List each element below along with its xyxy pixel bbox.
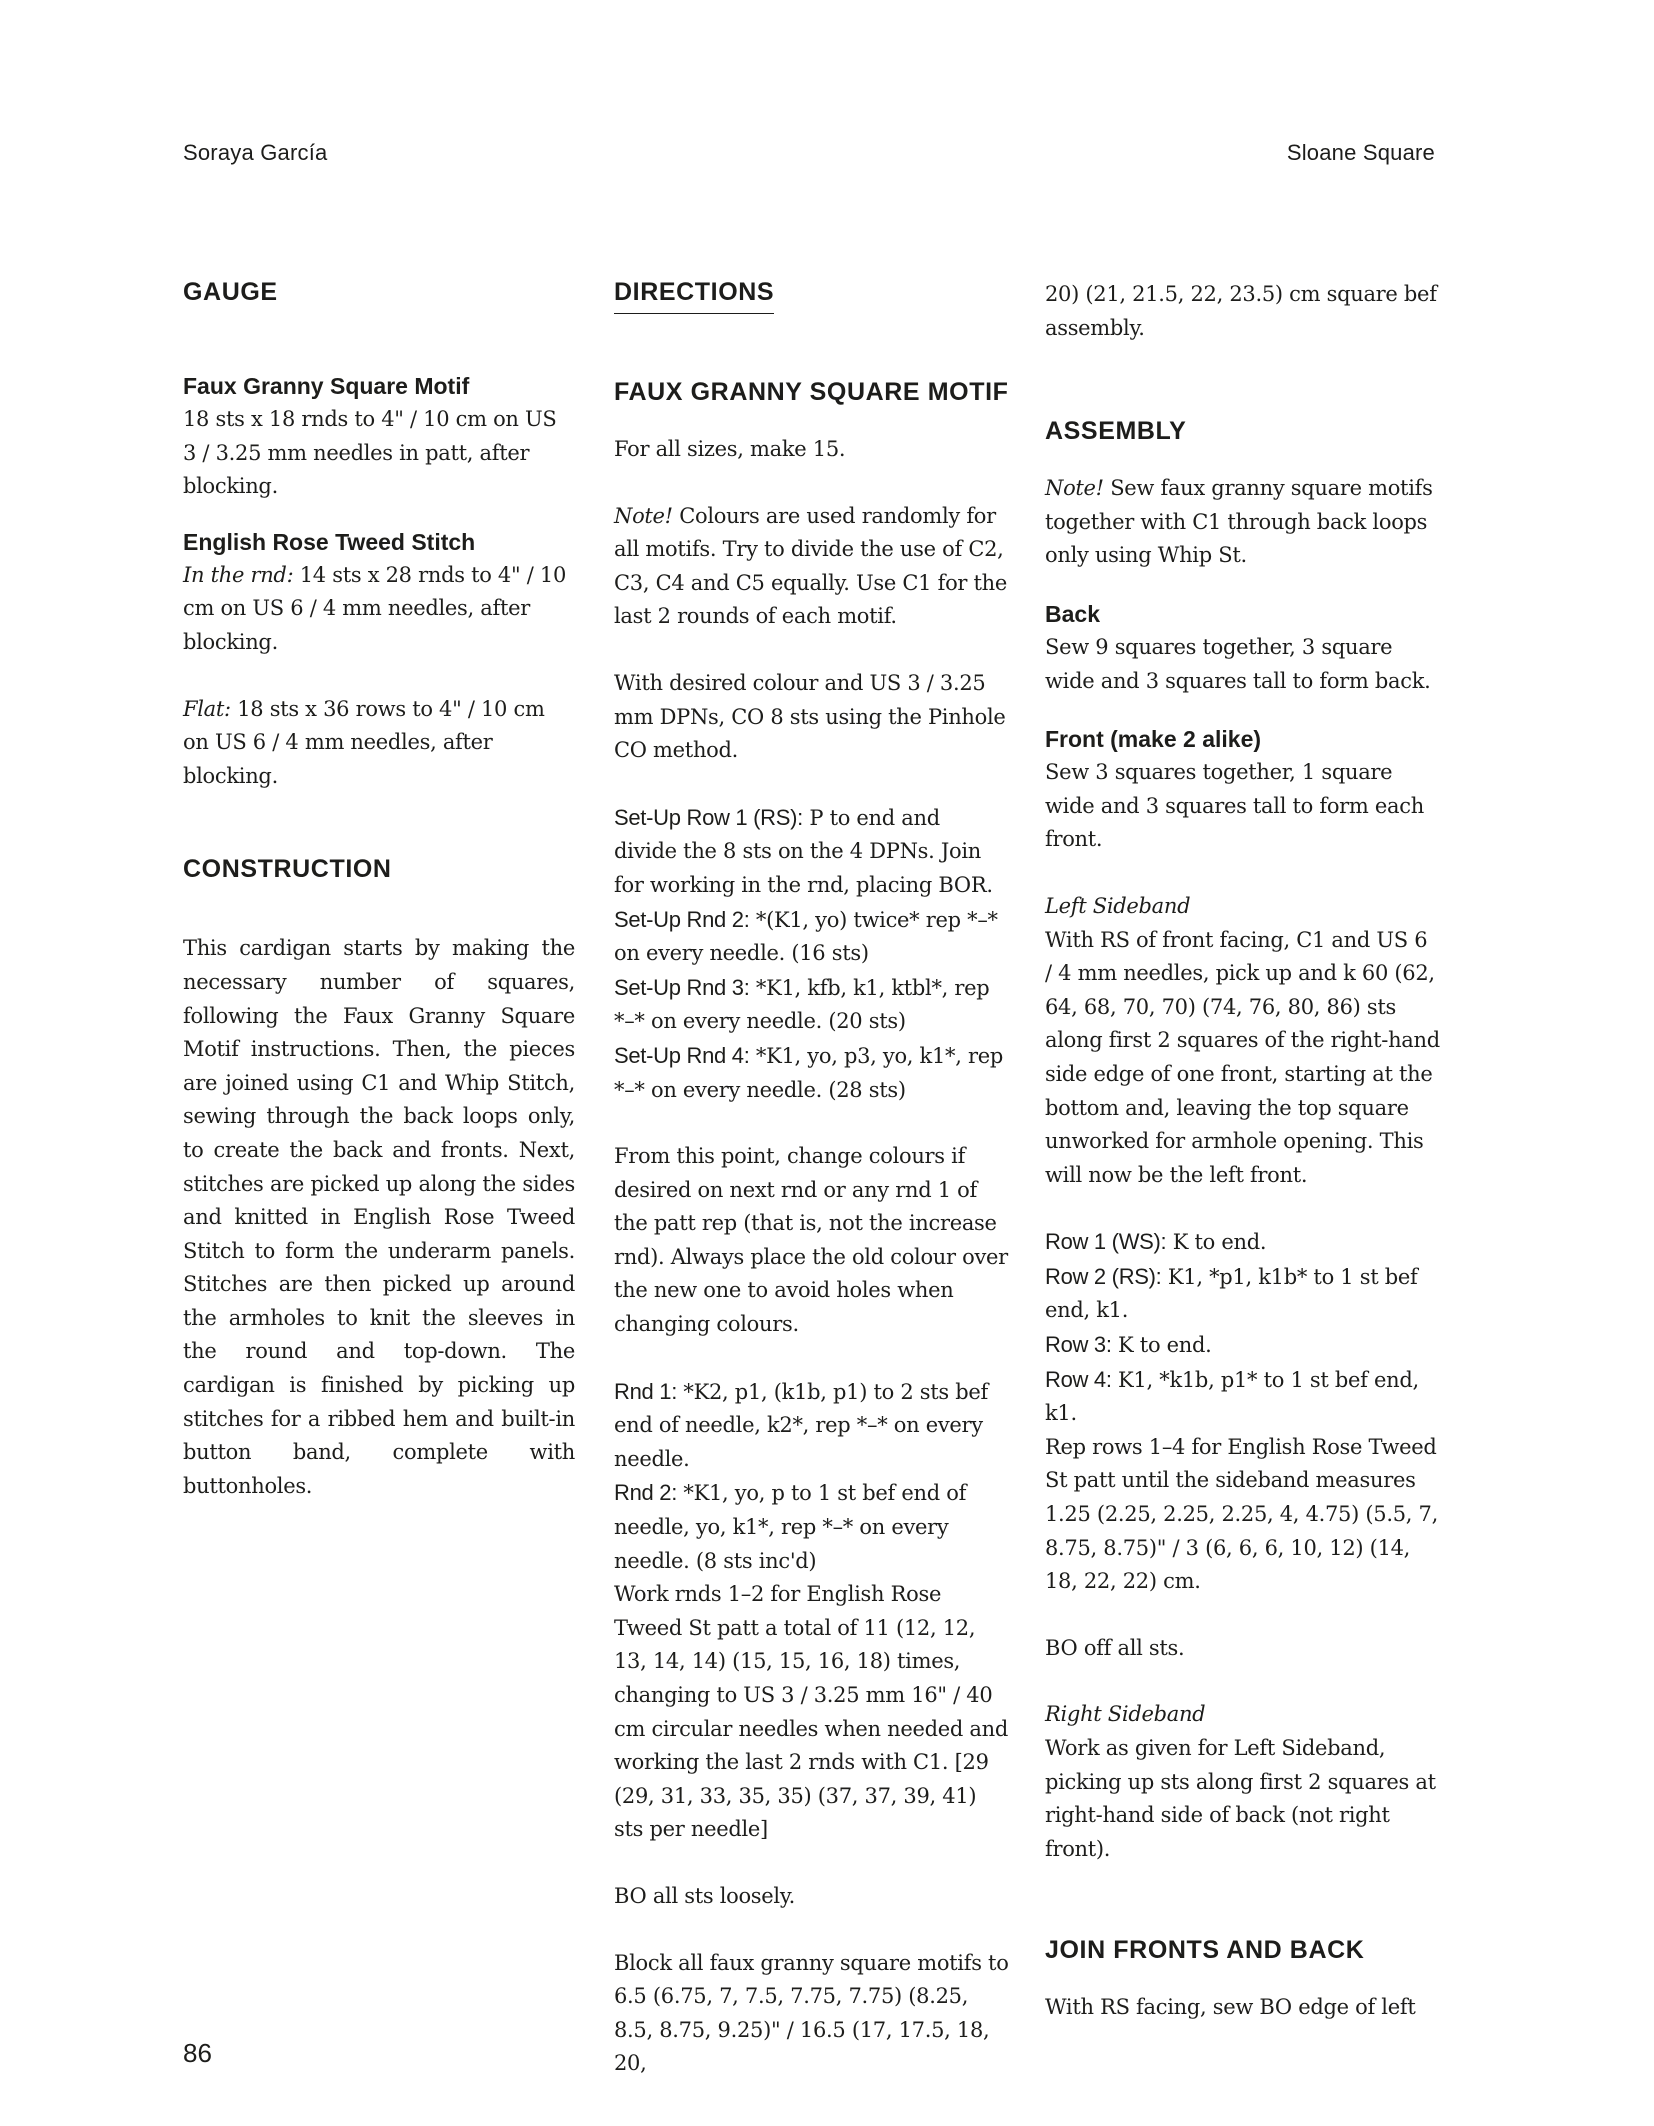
sideband-bind-off-text: BO off all sts. [1045, 1635, 1185, 1660]
assembly-note [1045, 472, 1440, 573]
setup-rnd-2 [614, 903, 1009, 971]
setup-row-1 [614, 801, 1009, 903]
colour-change-text: From this point, change colours if desired on next rnd or any rnd 1 of the patt rep (that is, not the increase rnd). Always place the old colour over the new one to avoid holes when changing colours. [614, 1144, 1008, 1337]
rose-gauge-heading: English Rose Tweed Stitch [183, 528, 476, 555]
row-1-text: K to end. [1166, 1230, 1267, 1255]
block-text: Block all faux granny square motifs to 6.5 (6.75, 7, 7.5, 7.75, 7.75) (8.25, 8.5, 8.75, 9.25)" / 16.5 (17, 17.5, 18, 20, [614, 1950, 1009, 2076]
front-heading: Front (make 2 alike) [1045, 726, 1262, 753]
construction-heading: CONSTRUCTION [183, 855, 392, 884]
rnd-1-label: Rnd 1: [614, 1378, 678, 1404]
motif-gauge-heading: Faux Granny Square Motif [183, 373, 470, 399]
assembly-note-label: Note! [1045, 476, 1104, 501]
right-sideband-heading: Right Sideband [1045, 1702, 1206, 1727]
setup-rnd-3-text: *K1, kfb, k1, ktbl*, rep *–* on every needle. (20 sts) [614, 975, 990, 1034]
make-text: For all sizes, make 15. [614, 437, 846, 461]
directions-heading: DIRECTIONS [614, 278, 774, 314]
colour-note [614, 500, 1009, 634]
column-assembly [1045, 278, 1440, 2025]
assembly-note-text: Sew faux granny square motifs together with C1 through back loops only using Whip St. [1045, 476, 1433, 568]
back-text: Sew 9 squares together, 3 square wide and 3 squares tall to form back. [1045, 634, 1431, 693]
setup-row-1-text: P to end and divide the 8 sts on the 4 DPNs. Join for working in the rnd, placing BOR. [614, 805, 993, 897]
setup-rnd-2-label: Set-Up Rnd 2: [614, 906, 750, 932]
left-sideband-text: With RS of front facing, C1 and US 6 / 4 mm needles, pick up and k 60 (62, 64, 68, 70, 70) (74, 76, 80, 86) sts along first 2 squares of the right-hand side edge of one front, starting at the bottom and, leaving the top square unworked for armhole opening. This will now be the left front. [1045, 927, 1440, 1187]
rose-rnd-text: 14 sts x 28 rnds to 4" / 10 cm on US 6 / 4 mm needles, after blocking. [183, 562, 566, 654]
setup-rnd-2-text: *(K1, yo) twice* rep *–* on every needle. (16 sts) [614, 907, 998, 966]
rose-gauge-rnd [183, 559, 575, 660]
setup-rnd-3 [614, 971, 1009, 1039]
cast-on-text: With desired colour and US 3 / 3.25 mm DPNs, CO 8 sts using the Pinhole CO method. [614, 670, 1006, 763]
repeat-text: Rep rows 1–4 for English Rose Tweed St patt until the sideband measures 1.25 (2.25, 2.25, 2.25, 4, 4.75) (5.5, 7, 8.75, 8.75)" / 3 (6, 6, 6, 10, 12) (14, 18, 22, 22) cm. [1045, 1434, 1438, 1594]
construction-text: This cardigan starts by making the necessary number of squares, following the Faux Granny Square Motif instructions. Then, the pieces are joined using C1 and Whip Stitch, sewing through the back loops only, to create the back and fronts. Next, stitches are picked up along the sides and knitted in English Rose Tweed Stitch to form the underarm panels. Stitches are then picked up around the armholes to knit the sleeves in the round and top-down. The cardigan is finished by picking up stitches for a ribbed hem and built-in button band, complete with buttonholes. [183, 936, 575, 1498]
author-name: Soraya García [183, 140, 328, 165]
note-text: Colours are used randomly for all motifs. Try to divide the use of C2, C3, C4 and C5 equally. Use C1 for the last 2 rounds of each motif. [614, 503, 1008, 629]
setup-rnd-4 [614, 1039, 1009, 1107]
left-sideband-heading: Left Sideband [1045, 893, 1191, 918]
row-4-text: K1, *k1b, p1* to 1 st bef end, k1. [1045, 1367, 1419, 1426]
right-sideband-text: Work as given for Left Sideband, picking up sts along first 2 squares at right-hand side of back (not right front). [1045, 1736, 1436, 1861]
rnd-1-text: *K2, p1, (k1b, p1) to 2 sts bef end of needle, k2*, rep *–* on every needle. [614, 1379, 989, 1471]
row-2-label: Row 2 (RS): [1045, 1263, 1162, 1289]
bind-off-text: BO all sts loosely. [614, 1883, 795, 1908]
column-gauge-construction [183, 278, 575, 1503]
row-1-label: Row 1 (WS): [1045, 1229, 1167, 1255]
rose-gauge-flat [183, 693, 575, 794]
join-text: With RS facing, sew BO edge of left [1045, 1995, 1416, 2020]
setup-rnd-3-label: Set-Up Rnd 3: [614, 974, 750, 1000]
row-2 [1045, 1260, 1440, 1328]
pattern-name: Sloane Square [1286, 140, 1435, 165]
setup-rnd-4-text: *K1, yo, p3, yo, k1*, rep *–* on every needle. (28 sts) [614, 1043, 1004, 1102]
rose-rnd-label: In the rnd: [183, 562, 294, 587]
rnd-1 [614, 1375, 1009, 1477]
setup-rnd-4-label: Set-Up Rnd 4: [614, 1042, 750, 1068]
front-text: Sew 3 squares together, 1 square wide and 3 squares tall to form each front. [1045, 760, 1424, 852]
back-heading: Back [1045, 600, 1100, 627]
assembly-heading: ASSEMBLY [1045, 417, 1187, 446]
rnd-2-text: *K1, yo, p to 1 st bef end of needle, yo, k1*, rep *–* on every needle. (8 sts inc'd) [614, 1481, 967, 1573]
row-4-label: Row 4: [1045, 1366, 1112, 1392]
setup-row-1-label: Set-Up Row 1 (RS): [614, 804, 803, 830]
motif-gauge-text: 18 sts x 18 rnds to 4" / 10 cm on US 3 / 3.25 mm needles in patt, after blocking. [183, 407, 557, 499]
row-4 [1045, 1363, 1440, 1431]
page-number: 86 [183, 2038, 212, 2068]
motif-heading: FAUX GRANNY SQUARE MOTIF [614, 378, 1009, 406]
rnd-2 [614, 1476, 1009, 1578]
join-heading: JOIN FRONTS AND BACK [1045, 1936, 1365, 1965]
row-3 [1045, 1328, 1440, 1363]
row-3-text: K to end. [1111, 1333, 1212, 1358]
column-directions [614, 278, 1009, 2081]
work-rnds-text: Work rnds 1–2 for English Rose Tweed St patt a total of 11 (12, 12, 13, 14, 14) (15, 15, 16, 18) times, changing to US 3 / 3.25 mm 16" / 40 cm circular needles when needed and working the last 2 rnds with C1. [29 (29, 31, 33, 35, 35) (37, 37, 39, 41) sts per needle] [614, 1582, 1009, 1842]
rnd-2-label: Rnd 2: [614, 1480, 678, 1506]
row-2-text: K1, *p1, k1b* to 1 st bef end, k1. [1045, 1264, 1418, 1323]
rose-flat-label: Flat: [183, 696, 231, 721]
row-3-label: Row 3: [1045, 1332, 1112, 1358]
note-label: Note! [614, 503, 673, 528]
block-text-continued: 20) (21, 21.5, 22, 23.5) cm square bef assembly. [1045, 282, 1437, 340]
row-1 [1045, 1225, 1440, 1260]
gauge-heading: GAUGE [183, 278, 278, 306]
rose-flat-text: 18 sts x 36 rows to 4" / 10 cm on US 6 / 4 mm needles, after blocking. [183, 696, 545, 788]
